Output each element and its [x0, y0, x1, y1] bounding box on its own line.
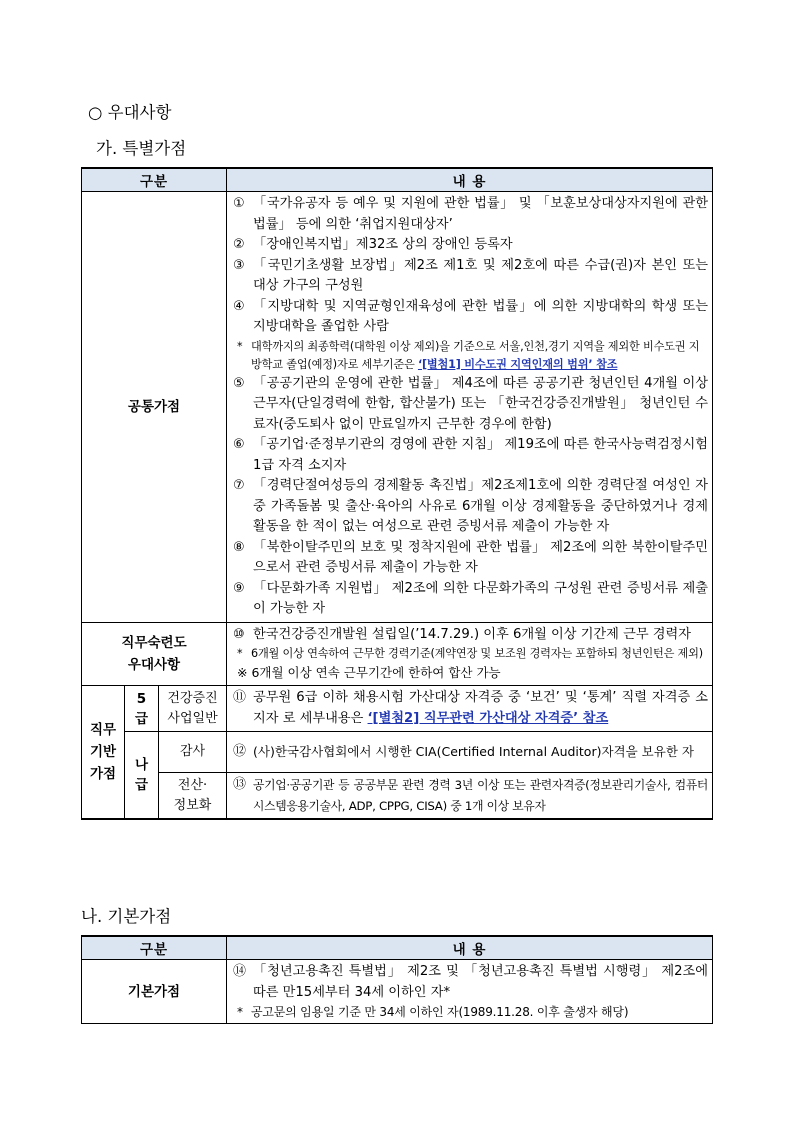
subheading-special-points: 가. 특별가점 [96, 139, 187, 158]
list-item: ① 「국가유공자 등 예우 및 지원에 관한 법률」 및 「보훈보상대상자지원에 관한 법률」 등에 의한 ‘취업지원대상자’ [233, 196, 709, 232]
list-item: ⑧ 「북한이탈주민의 보호 및 정착지원에 관한 법률」 제2조에 의한 북한이탈주민으로서 관련 증빙서류 제출이 가능한 자 [233, 539, 709, 575]
header-category: 구분 [82, 936, 227, 960]
basic-points-content [227, 960, 713, 1024]
health-promotion-content [227, 686, 713, 732]
list-item: ④ 「지방대학 및 지역균형인재육성에 관한 법률」에 의한 지방대학의 학생 또는 지방대학을 졸업한 사람 [233, 298, 709, 334]
list-item: ⑩ 한국건강증진개발원 설립일(’14.7.29.) 이후 6개월 이상 기간제 근무 경력자 [233, 626, 691, 642]
list-item: ⑪ 공무원 6급 이하 채용시험 가산대상 자격증 중 ‘보건’ 및 ‘통계’ 직렬 자격증 소지자 로 세부내용은 ‘[별첨2] 직무관련 가산대상 자격증’ 참조 [233, 690, 709, 726]
special-points-table [81, 167, 713, 820]
job-points-label: 직무 기반 가점 [82, 686, 125, 820]
skill-points-label: 직무숙련도 우대사항 [82, 622, 227, 686]
it-content [227, 773, 713, 820]
common-points-content [227, 192, 713, 623]
skill-note-sum: ※ 6개월 이상 연속 근무기간에 한하여 합산 가능 [237, 665, 501, 680]
audit-content [227, 732, 713, 773]
section-heading-preferences: ○ 우대사항 [88, 103, 172, 122]
skill-points-row [82, 622, 713, 686]
common-points-row [82, 192, 713, 623]
list-item: ② 「장애인복지법」제32조 상의 장애인 등록자 [233, 237, 513, 252]
header-category: 구분 [82, 168, 227, 192]
list-item: ⑥ 「공기업·준정부기관의 경영에 관한 지침」 제19조에 따른 한국사능력검정시험 1급 자격 소지자 [233, 437, 709, 473]
regional-talent-note: * 대학까지의 최종학력(대학원 이상 제외)을 기준으로 서울,인천,경기 지역을 제외한 비수도권 지방학교 졸업(예정)자로 세부기준은 ‘[별첨1] 비수도권 지역인재의 범위’ 참조 [237, 339, 700, 371]
skill-note: * 6개월 이상 연속하여 근무한 경력기준(계약연장 및 보조원 경력자는 포함하되 청년인턴은 제외) [237, 647, 703, 660]
list-item: ⑭ 「청년고용촉진 특별법」 제2조 및 「청년고용촉진 특별법 시행령」 제2조에 따른 만15세부터 34세 이하인 자* [233, 964, 708, 1000]
table-header-row [82, 936, 713, 960]
grade-5-label: 5 급 [125, 686, 159, 732]
list-item: ③ 「국민기초생활 보장법」제2조 제1호 및 제2호에 따른 수급(권)자 본인 또는 대상 가구의 구성원 [233, 257, 709, 293]
field-it: 전산· 정보화 [159, 773, 227, 820]
header-content: 내 용 [227, 168, 713, 192]
header-content: 내 용 [227, 936, 713, 960]
job-points-row-audit [82, 732, 713, 773]
basic-points-label: 기본가점 [82, 960, 227, 1024]
field-audit: 감사 [159, 732, 227, 773]
list-item: ⑨ 「다문화가족 지원법」 제2조에 의한 다문화가족의 구성원 관련 증빙서류 제출이 가능한 자 [233, 580, 709, 616]
appendix2-link[interactable]: ‘[별첨2] 직무관련 가산대상 자격증’ 참조 [367, 710, 609, 726]
job-points-row-health [82, 686, 713, 732]
basic-points-note: * 공고문의 임용일 기준 만 34세 이하인 자(1989.11.28. 이후 출생자 해당) [237, 1005, 629, 1019]
list-item: ⑫ (사)한국감사협회에서 시행한 CIA(Certified Internal Auditor)자격을 보유한 자 [233, 743, 694, 759]
skill-points-content [227, 622, 713, 686]
job-points-row-it [82, 773, 713, 820]
list-item: ⑬ 공기업·공공기관 등 공공부문 관련 경력 3년 이상 또는 관련자격증(정보관리기술사, 컴퓨터시스템응용기술사, ADP, CPPG, CISA) 중 1개 이상 보유자 [233, 777, 709, 813]
basic-points-table [81, 935, 713, 1024]
appendix1-link[interactable]: ‘[별첨1] 비수도권 지역인재의 범위’ 참조 [417, 357, 618, 371]
field-health-promotion: 건강증진 사업일반 [159, 686, 227, 732]
subheading-basic-points: 나. 기본가점 [81, 907, 172, 926]
basic-points-row [82, 960, 713, 1024]
list-item: ⑦ 「경력단절여성등의 경제활동 촉진법」제2조제1호에 의한 경력단절 여성인 자 중 가족돌봄 및 출산·육아의 사유로 6개월 이상 경제활동을 중단하였거나 경제활동을 한 적이 없는 여성으로 관련 증빙서류 제출이 가능한 자 [233, 478, 709, 534]
table-header-row [82, 168, 713, 192]
common-points-label: 공통가점 [82, 192, 227, 623]
grade-na-label: 나 급 [125, 732, 159, 820]
list-item: ⑤ 「공공기관의 운영에 관한 법률」 제4조에 따른 공공기관 청년인턴 4개월 이상 근무자(단일경력에 한함, 합산불가) 또는 「한국건강증진개발원」 청년인턴 수료자(중도퇴사 없이 만료일까지 근무한 경우에 한함) [233, 375, 709, 432]
